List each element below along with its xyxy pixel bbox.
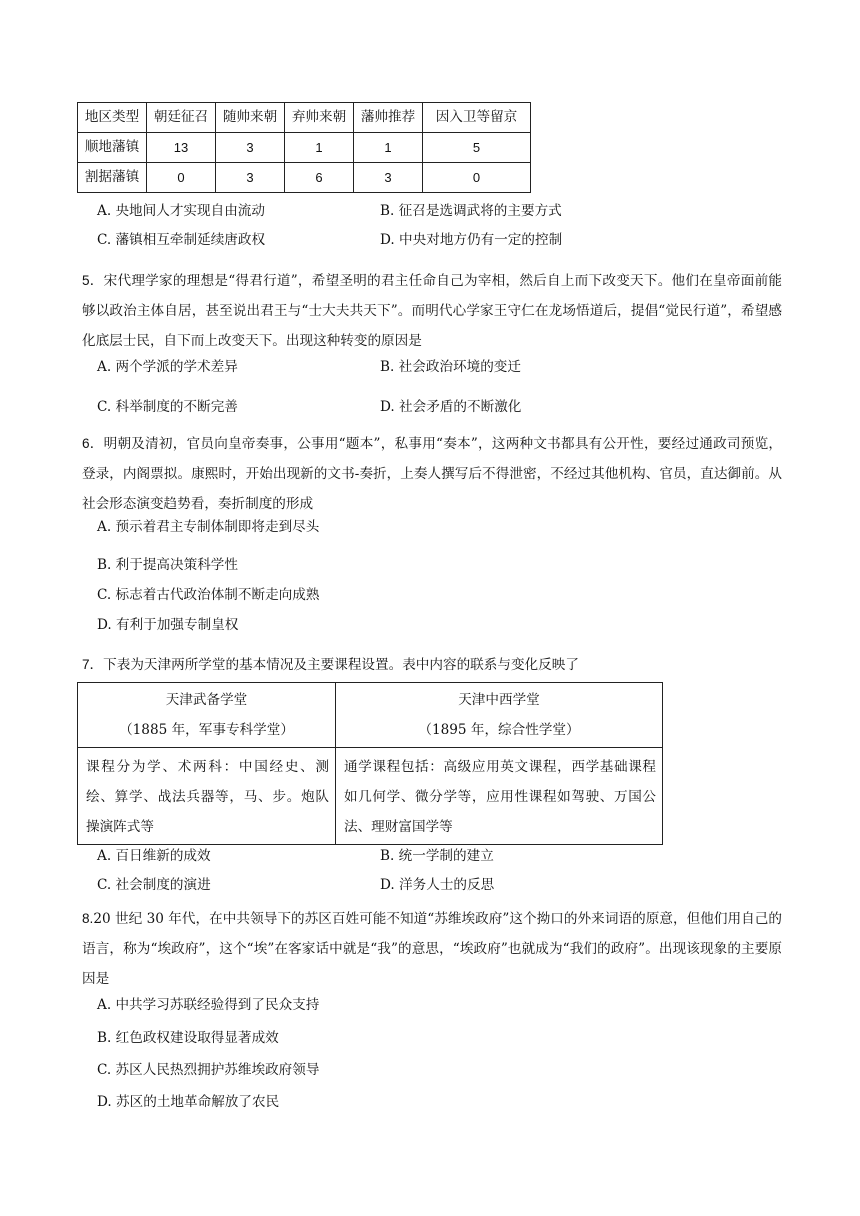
school-1-name: 天津武备学堂 xyxy=(165,692,248,708)
table-row xyxy=(78,133,531,163)
table-header-cell: 随帅来朝 xyxy=(216,103,285,133)
q6-option-b[interactable]: B. 利于提高决策科学性 xyxy=(97,557,238,573)
table-row xyxy=(78,748,663,845)
table-row xyxy=(78,163,531,193)
table-cell: 0 xyxy=(423,163,531,193)
q6-option-c[interactable]: C. 标志着古代政治体制不断走向成熟 xyxy=(97,587,320,603)
q8-number: 8. xyxy=(82,911,94,926)
table-cell: 3 xyxy=(216,163,285,193)
table-header-row xyxy=(78,683,663,748)
officials-source-table xyxy=(77,102,531,193)
q8-option-b[interactable]: B. 红色政权建设取得显著成效 xyxy=(97,1030,279,1046)
school-2-name: 天津中西学堂 xyxy=(458,692,540,708)
q5-option-b[interactable]: B. 社会政治环境的变迁 xyxy=(380,359,521,375)
table-header-row xyxy=(78,103,531,133)
table-cell: 5 xyxy=(423,133,531,163)
school-2-courses: 通学课程包括：高级应用英文课程，西学基础课程如几何学、微分学等，应用性课程如驾驶、万国公法、理财富国学等 xyxy=(336,748,663,845)
q7-option-b[interactable]: B. 统一学制的建立 xyxy=(380,848,494,864)
q8-option-a[interactable]: A. 中共学习苏联经验得到了民众支持 xyxy=(97,997,320,1013)
table-cell: 3 xyxy=(354,163,423,193)
q8-text: 20 世纪 30 年代，在中共领导下的苏区百姓可能不知道“苏维埃政府”这个拗口的外来词语的原意，但他们用自己的语言，称为“埃政府”，这个“埃”在客家话中就是“我”的意思，“埃政府”也就成为“我们的政府”。出现该现象的主要原因是 xyxy=(82,911,782,987)
q4-option-c[interactable]: C. 藩镇相互牵制延续唐政权 xyxy=(97,232,266,248)
q5-option-a[interactable]: A. 两个学派的学术差异 xyxy=(97,359,238,375)
q4-option-d[interactable]: D. 中央对地方仍有一定的控制 xyxy=(380,232,563,248)
table-header-cell: 因入卫等留京 xyxy=(423,103,531,133)
q5-option-d[interactable]: D. 社会矛盾的不断激化 xyxy=(380,399,522,415)
q6-option-a[interactable]: A. 预示着君主专制体制即将走到尽头 xyxy=(97,519,320,535)
table-cell: 0 xyxy=(147,163,216,193)
q7-text: 下表为天津两所学堂的基本情况及主要课程设置。表中内容的联系与变化反映了 xyxy=(103,657,579,673)
q8-stem xyxy=(82,904,782,994)
table-cell: 1 xyxy=(354,133,423,163)
q5-option-c[interactable]: C. 科举制度的不断完善 xyxy=(97,399,238,415)
q5-number: 5． xyxy=(82,273,104,288)
school-2-header xyxy=(336,683,663,748)
table-cell: 6 xyxy=(285,163,354,193)
q6-stem xyxy=(82,429,782,519)
tianjin-schools-table xyxy=(77,682,663,845)
table-cell: 1 xyxy=(285,133,354,163)
q6-number: 6． xyxy=(82,436,104,451)
table-header-cell: 朝廷征召 xyxy=(147,103,216,133)
q5-stem xyxy=(82,266,782,356)
table-cell: 割据藩镇 xyxy=(78,163,147,193)
table-header-cell: 藩帅推荐 xyxy=(354,103,423,133)
school-1-info: （1885 年，军事专科学堂） xyxy=(119,722,294,738)
q7-option-c[interactable]: C. 社会制度的演进 xyxy=(97,877,211,893)
table-cell: 3 xyxy=(216,133,285,163)
table-cell: 顺地藩镇 xyxy=(78,133,147,163)
q6-option-d[interactable]: D. 有利于加强专制皇权 xyxy=(97,617,239,633)
q8-option-d[interactable]: D. 苏区的土地革命解放了农民 xyxy=(97,1094,280,1110)
q7-stem xyxy=(82,650,782,680)
q5-text: 宋代理学家的理想是“得君行道”，希望圣明的君主任命自己为宰相，然后自上而下改变天下。他们在皇帝面前能够以政治主体自居，甚至说出君王与“士大夫共天下”。而明代心学家王守仁在龙场悟道后，提倡“觉民行道”，希望感化底层士民，自下而上改变天下。出现这种转变的原因是 xyxy=(82,273,783,349)
table-header-cell: 地区类型 xyxy=(78,103,147,133)
q7-option-a[interactable]: A. 百日维新的成效 xyxy=(97,848,211,864)
school-2-info: （1895 年，综合性学堂） xyxy=(418,722,580,738)
table-cell: 13 xyxy=(147,133,216,163)
q4-option-a[interactable]: A. 央地间人才实现自由流动 xyxy=(97,203,265,219)
table-header-cell: 弃帅来朝 xyxy=(285,103,354,133)
school-1-courses: 课程分为学、术两科：中国经史、测绘、算学、战法兵器等，马、步。炮队操演阵式等 xyxy=(78,748,336,845)
q4-option-b[interactable]: B. 征召是选调武将的主要方式 xyxy=(380,203,562,219)
school-1-header xyxy=(78,683,336,748)
q7-option-d[interactable]: D. 洋务人士的反思 xyxy=(380,877,495,893)
q7-number: 7． xyxy=(82,657,104,672)
q8-option-c[interactable]: C. 苏区人民热烈拥护苏维埃政府领导 xyxy=(97,1062,320,1078)
q6-text: 明朝及清初，官员向皇帝奏事，公事用“题本”，私事用“奏本”，这两种文书都具有公开性，要经过通政司预览，登录，内阁票拟。康熙时，开始出现新的文书-奏折，上奏人撰写后不得泄密，不经过其他机构、官员，直达御前。从社会形态演变趋势看，奏折制度的形成 xyxy=(82,436,782,512)
